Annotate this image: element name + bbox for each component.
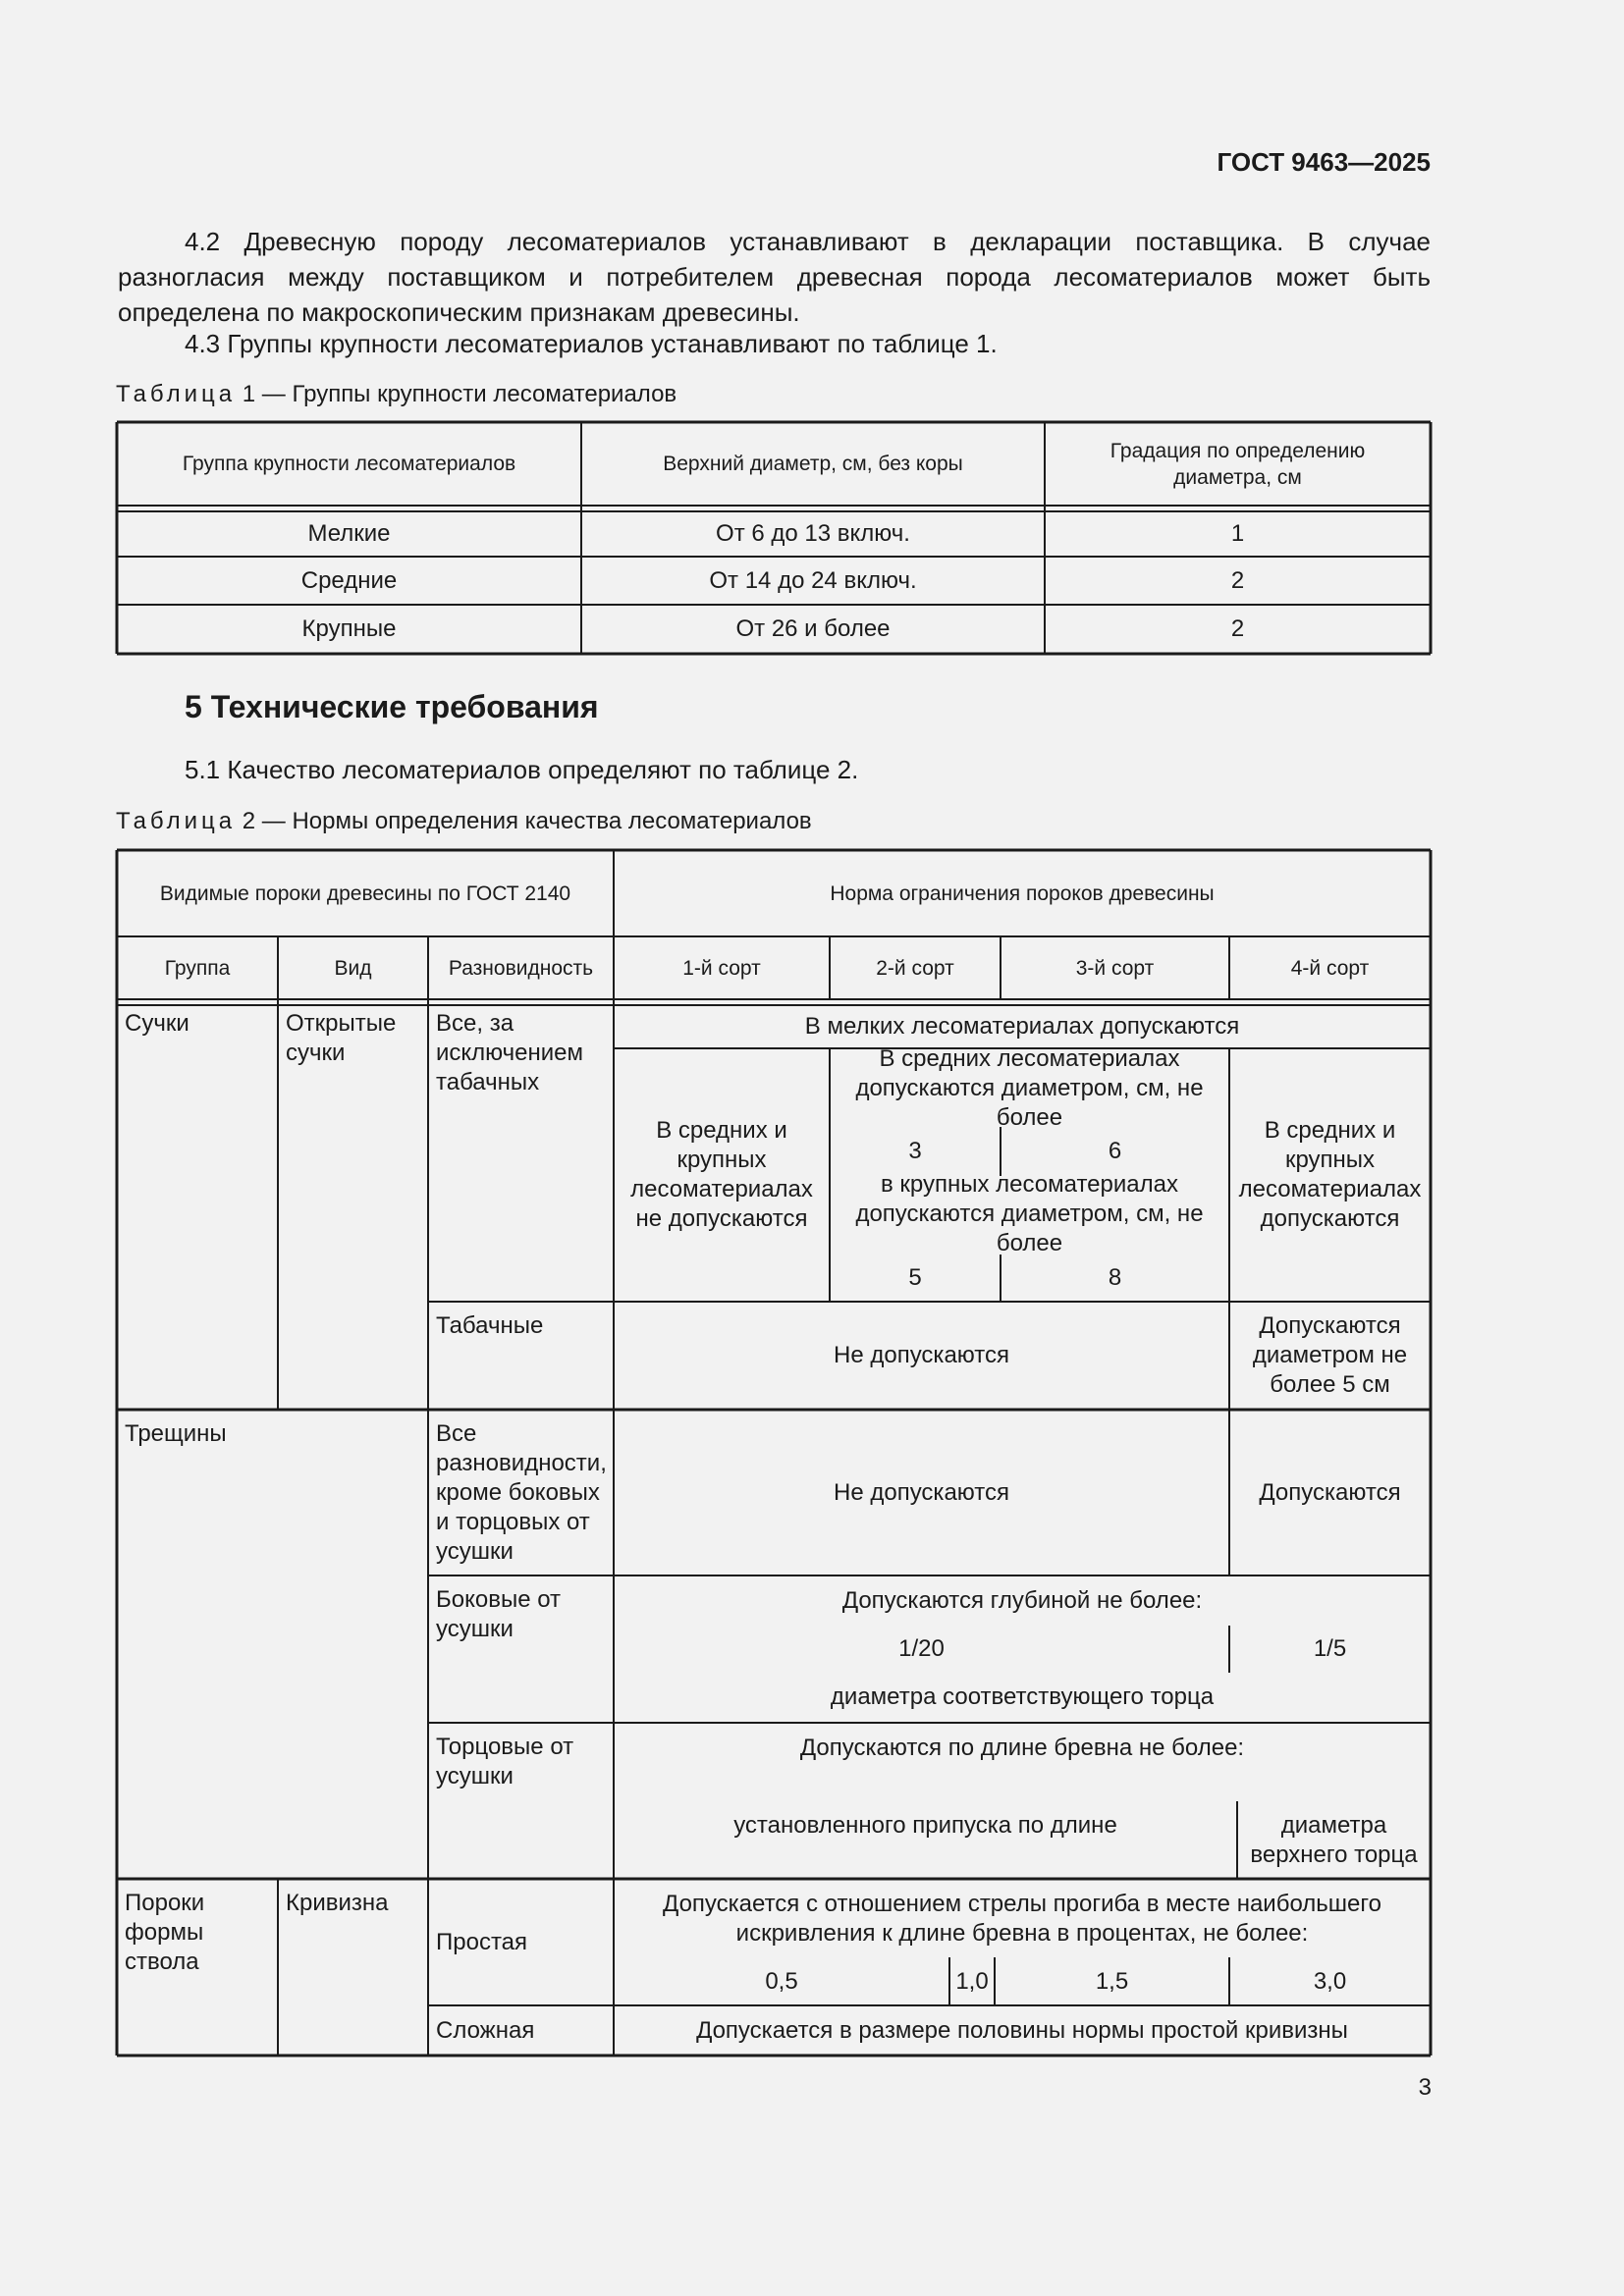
- table1-row-large-group: Крупные: [301, 615, 397, 642]
- shape-simple-grade2: 1,0: [955, 1967, 989, 1995]
- table1-caption-text: 1 — Группы крупности лесоматериалов: [242, 381, 677, 407]
- table1-header-gradation: Градация по определению диаметра, см: [1110, 439, 1366, 489]
- table1-row-small-group: Мелкие: [307, 520, 391, 547]
- cracks-side-grades123: 1/20: [898, 1635, 945, 1662]
- cracks-group: Трещины: [125, 1420, 227, 1447]
- table1-row-medium-gradation: 2: [1230, 566, 1245, 594]
- table1-row-large-diameter: От 26 и более: [735, 615, 891, 642]
- table1-row-small-diameter: От 6 до 13 включ.: [716, 520, 910, 547]
- knots-tobacco-grades123: Не допускаются: [834, 1342, 1009, 1368]
- table2-header-defects: Видимые пороки древесины по ГОСТ 2140: [159, 881, 571, 905]
- paragraph-4-3: 4.3 Группы крупности лесоматериалов устанавливают по таблице 1.: [185, 329, 998, 358]
- table2-col-group: Группа: [164, 956, 231, 980]
- shape-simple-grade4: 3,0: [1313, 1967, 1347, 1995]
- document-code: ГОСТ 9463—2025: [1217, 147, 1431, 177]
- page-number: 3: [1418, 2074, 1432, 2101]
- knots-grade1-text: В средних и крупных лесоматериалах не допускаются: [630, 1117, 813, 1232]
- table1-row-large-gradation: 2: [1230, 615, 1245, 642]
- table2-col-grade4: 4-й сорт: [1290, 956, 1370, 980]
- shape-complex-text: Допускается в размере половины нормы простой кривизны: [696, 2016, 1348, 2044]
- cracks-variety-all: Все разновидности, кроме боковых и торцовых от усушки: [436, 1420, 607, 1565]
- cracks-variety-end: Торцовые от усушки: [436, 1734, 574, 1789]
- knots-large-grade3: 8: [1108, 1264, 1122, 1291]
- table2-col-grade1: 1-й сорт: [682, 956, 761, 980]
- table2-header-norm: Норма ограничения пороков древесины: [830, 881, 1215, 905]
- knots-small-allowed: В мелких лесоматериалах допускаются: [804, 1013, 1240, 1040]
- cracks-side-grade4: 1/5: [1313, 1635, 1347, 1662]
- cracks-end-top: Допускаются по длине бревна не более:: [799, 1735, 1245, 1761]
- shape-kind: Кривизна: [286, 1890, 389, 1916]
- knots-medium-text: В средних лесоматериалах допускаются диаметром, см, не более: [855, 1045, 1204, 1131]
- cracks-end-grade4: диаметра верхнего торца: [1250, 1811, 1418, 1868]
- knots-kind: Открытые сучки: [286, 1010, 397, 1066]
- table1-header-size-group: Группа крупности лесоматериалов: [182, 453, 516, 475]
- shape-simple-top: Допускается с отношением стрелы прогиба в месте наибольшего искривления к длине бревна в процентах, не более:: [663, 1891, 1381, 1947]
- shape-variety-simple: Простая: [436, 1928, 528, 1955]
- paragraph-5-1: 5.1 Качество лесоматериалов определяют по таблице 2.: [185, 755, 859, 784]
- cracks-all-grades123: Не допускаются: [834, 1478, 1009, 1506]
- table2-col-grade2: 2-й сорт: [876, 956, 954, 980]
- knots-variety-all: Все, за исключением табачных: [436, 1010, 584, 1095]
- table2-col-kind: Вид: [334, 956, 372, 980]
- table2-caption-text: 2 — Нормы определения качества лесоматериалов: [242, 808, 812, 834]
- paragraph-4-2: 4.2 Древесную породу лесоматериалов устанавливают в декларации поставщика. В случае разногласия между поставщиком и потребителем древесная порода лесоматериалов может быть определена по макроскопическим признакам древесины.: [118, 227, 1431, 327]
- section-5-title: 5 Технические требования: [185, 689, 599, 724]
- cracks-side-top: Допускаются глубиной не более:: [841, 1587, 1203, 1614]
- shape-group: Пороки формы ствола: [125, 1890, 205, 1975]
- knots-large-grade2: 5: [908, 1264, 922, 1291]
- table1-row-small-gradation: 1: [1230, 520, 1245, 547]
- knots-tobacco-grade4: Допускаются диаметром не более 5 см: [1252, 1312, 1408, 1398]
- cracks-variety-side: Боковые от усушки: [436, 1586, 562, 1642]
- shape-variety-complex: Сложная: [436, 2016, 535, 2044]
- shape-simple-grade1: 0,5: [765, 1967, 798, 1995]
- knots-grade4-text: В средних и крупных лесоматериалах допускаются: [1238, 1117, 1422, 1232]
- cracks-end-grades123: установленного припуска по длине: [733, 1812, 1117, 1839]
- cracks-all-grade4: Допускаются: [1259, 1478, 1401, 1506]
- knots-large-text: в крупных лесоматериалах допускаются диаметром, см, не более: [855, 1171, 1204, 1256]
- knots-variety-tobacco: Табачные: [436, 1312, 544, 1339]
- table1-row-medium-diameter: От 14 до 24 включ.: [709, 566, 917, 594]
- knots-group: Сучки: [125, 1010, 189, 1037]
- table2-caption-label: Таблица: [116, 808, 237, 834]
- table2-col-grade3: 3-й сорт: [1075, 956, 1155, 980]
- knots-medium-grade2: 3: [908, 1138, 922, 1164]
- table2-col-variety: Разновидность: [448, 956, 594, 980]
- cracks-side-bottom: диаметра соответствующего торца: [830, 1683, 1215, 1710]
- knots-medium-grade3: 6: [1108, 1138, 1122, 1164]
- shape-simple-grade3: 1,5: [1095, 1967, 1129, 1995]
- table1-caption-label: Таблица: [116, 381, 237, 407]
- table1-row-medium-group: Средние: [300, 566, 398, 594]
- table1-header-diameter: Верхний диаметр, см, без коры: [663, 453, 963, 475]
